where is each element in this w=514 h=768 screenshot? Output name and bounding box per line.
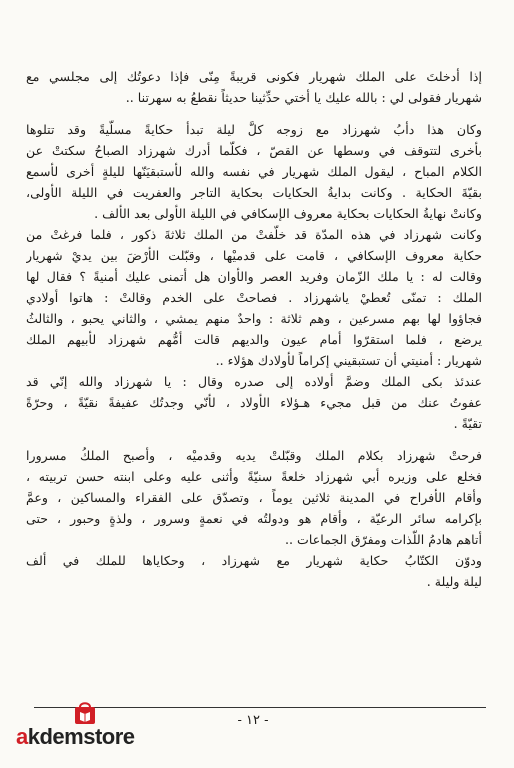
text-line: وقالت له : يا ملك الزّمان وفريد العصر والأوان هل أتمنى عليك أمنيةً ؟ فقال لها <box>26 269 482 284</box>
text-line: ليلة وليلة . <box>426 574 482 589</box>
store-watermark-logo <box>16 700 156 750</box>
text-line: تقيّةً . <box>453 416 482 431</box>
text-line: وأقام الأفراح في المدينة ثلاثين يوماً ، وتصدّق على الفقراء والمساكين ، وعمَّ <box>26 490 482 505</box>
text-line: فخلع على وزيره أبي شهرزاد خلعةً سنيّةً وأثنى عليه وعلى ابنته حسن تربيته ، <box>26 469 482 484</box>
text-line: شهريار فقولى لي : بالله عليك يا أختي حدِّثينا حديثاً نقطعُ به سهرتنا .. <box>125 90 482 105</box>
page-body <box>26 66 482 592</box>
store-wordmark <box>16 724 135 750</box>
paragraph <box>26 224 482 371</box>
book-bag-icon <box>72 700 98 726</box>
text-line: إذا أدخلتَ على الملك شهريار فكونى قريبةً مِنّى فإذا دعوتُك إلى مجلسي مع <box>26 69 482 84</box>
text-line: عندئذ بكى الملك وضمَّ أولاده إلى صدره وقال : يا شهرزاد والله إنّي قد <box>26 374 482 389</box>
text-line: عفوتُ عنك من قبل مجيء هـؤلاء الأولاد ، لأنّي وجدتُك عفيفةً نقيّةً ، وحرّةً <box>26 395 482 410</box>
text-line: بأخرى لتتوقف في وسطها عن القصّ ، فكلّما أدرك شهرزاد الصباحُ سكتتْ عن <box>26 143 482 158</box>
text-line: أتاهم هادمُ اللّذات ومفرّق الجماعات .. <box>285 532 482 547</box>
text-line: فرحتْ شهرزاد بكلام الملك وقبّلتْ يديه وقدميْه ، وأصبح الملكُ مسرورا <box>26 448 482 463</box>
page-number: - ١٢ - <box>237 713 269 728</box>
text-line: وكان هذا دأبُ شهرزاد مع زوجه كلَّ ليلة تبدأ حكايةً مسلّيةً وقد تتلوها <box>26 122 482 137</box>
text-line: الملك : تمنّى تُعطيْ ياشهرزاد . فصاحتْ على الخدم وقالتْ : هاتوا أولادي <box>26 290 482 305</box>
paragraph <box>26 371 482 434</box>
paragraph <box>26 445 482 550</box>
paragraph <box>26 119 482 224</box>
text-line: ودوّن الكتّابُ حكاية شهريار مع شهرزاد ، وحكاياها للملك في ألف <box>26 553 482 568</box>
paragraph <box>26 66 482 108</box>
text-line: وكانت شهرزاد في هذه المدّة قد خلّفتْ من الملك ثلاثةَ ذكور ، فلما فرغتْ من <box>26 227 482 242</box>
text-line: حكاية معروف الإسكافي ، قامت على قدميْها ، وقبّلت الأرْضَ بين يديْ شهريار <box>26 248 482 263</box>
text-line: الكلام المباح ، ليقول الملك شهريار في نفسه والله لأستبقيَنّها لليلةٍ أخرى لأسمع <box>26 164 482 179</box>
text-line: شهريار : أمنيتي أن تستبقيني إكراماً لأولادك هؤلاء .. <box>215 353 482 368</box>
wordmark-accent-letter: a <box>16 724 28 749</box>
wordmark-rest: kdemstore <box>27 724 135 749</box>
text-line: فجاؤوا لها بهم مسرعين ، وهم ثلاثة : واحدٌ منهم يمشي ، والثاني يحبو ، والثالثُ <box>26 311 482 326</box>
paragraph <box>26 550 482 592</box>
text-line: بقيّةَ الحكاية . وكانت بدايةُ الحكايات بحكاية التاجر والعفريت في الليلة الأولى، <box>26 185 482 200</box>
text-line: بإكرامه سائر الرعيّة ، وأقام هو ودولتُه في نعمةٍ وسرور ، ولذةٍ وحبور ، حتى <box>26 511 482 526</box>
text-line: يرضع ، فلما استقرّوا أمام عيون والديهم قالت أمُّهم شهرزاد لأبيهم الملك <box>26 332 482 347</box>
text-line: وكانتْ نهايةُ الحكايات بحكاية معروف الإسكافي في الليلة الأولى بعد الألف . <box>94 206 482 221</box>
